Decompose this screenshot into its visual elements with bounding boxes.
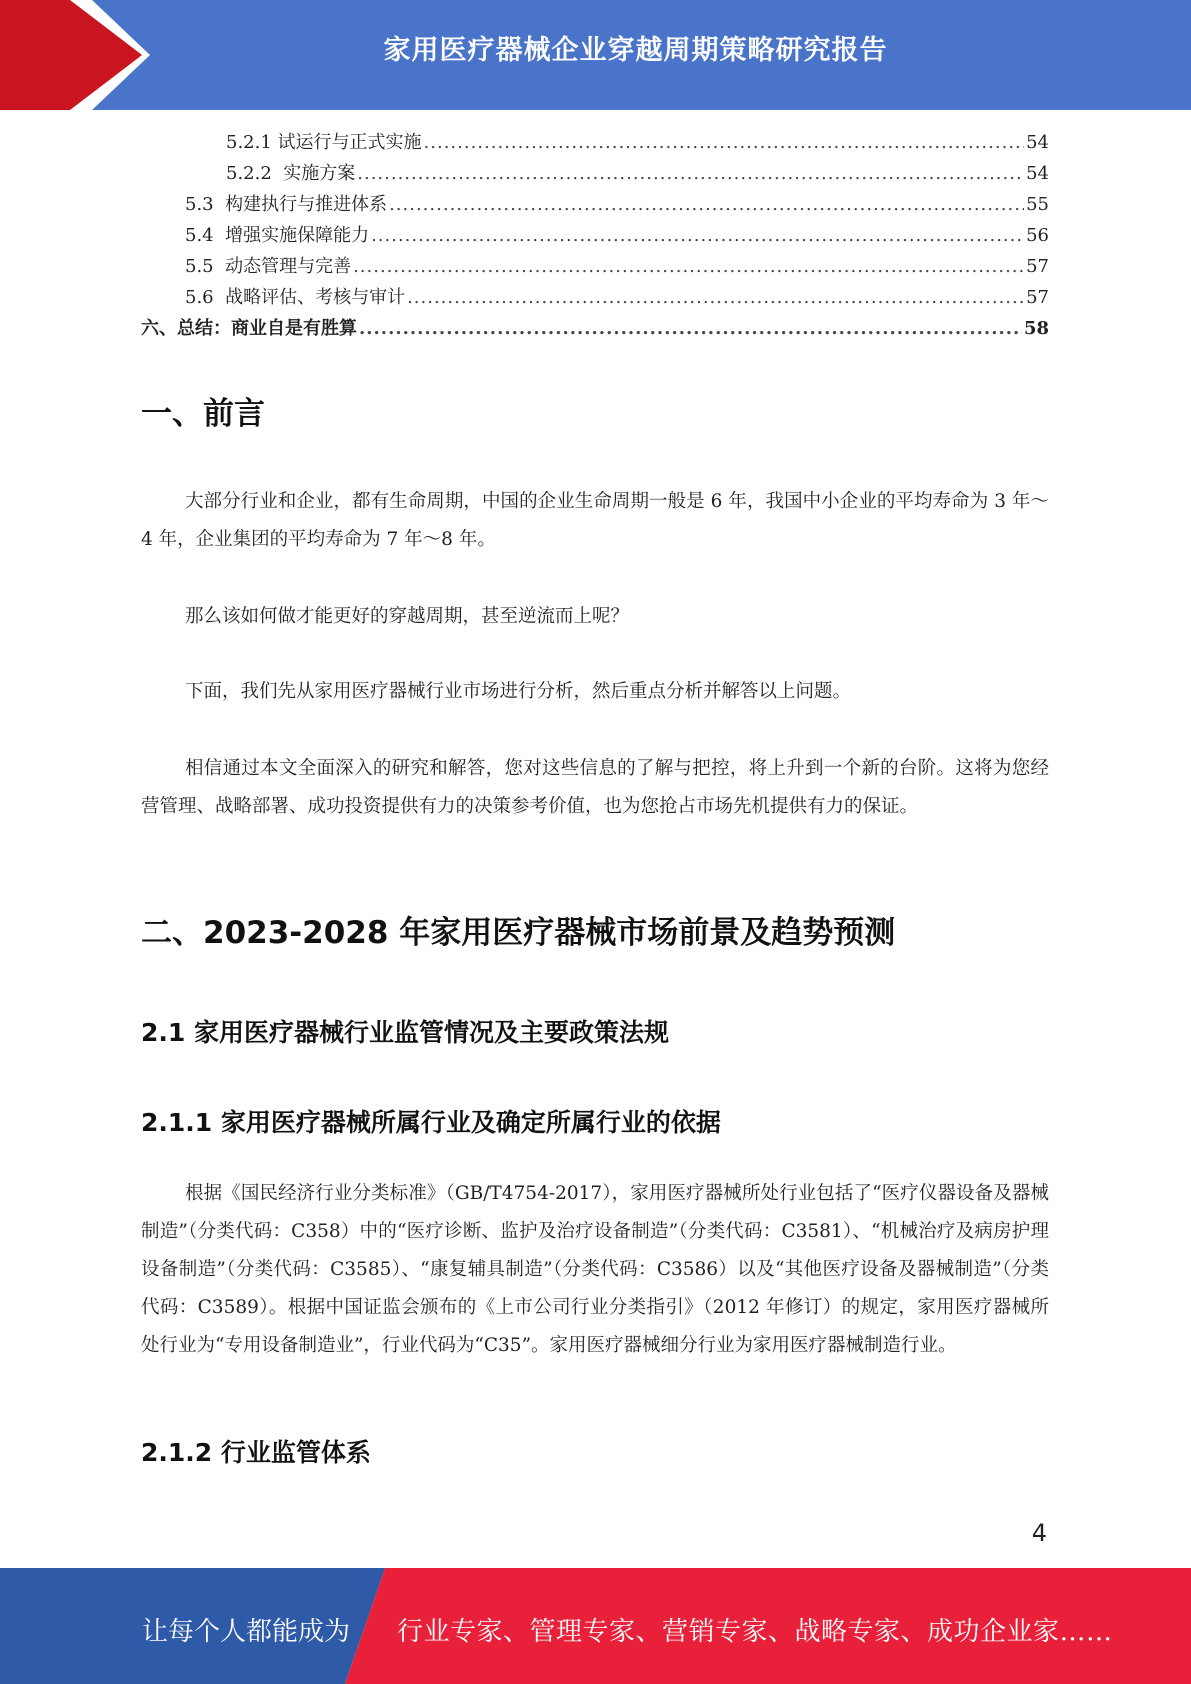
- toc-entry-label: 5.3 构建执行与推进体系: [185, 194, 388, 215]
- toc-entry-label: 六、总结：商业自是有胜算: [141, 318, 357, 339]
- section-2-1-heading: 2.1 家用医疗器械行业监管情况及主要政策法规: [141, 1018, 669, 1047]
- section-2-1-1-paragraph: 根据《国民经济行业分类标准》（GB/T4754-2017），家用医疗器械所处行业包括了“医疗仪器设备及器械制造”（分类代码：C358）中的“医疗诊断、监护及治疗设备制造”（分类代码：C3581）、“机械治疗及病房护理设备制造”（分类代码：C3585）、“康复辅具制造”（分类代码：C3586）以及“其他医疗设备及器械制造”（分类代码：C3589）。根据中国证监会颁布的《上市公司行业分类指引》（2012 年修订）的规定，家用医疗器械所处行业为“专用设备制造业”，行业代码为“C35”。家用医疗器械细分行业为家用医疗器械制造行业。: [141, 1183, 1049, 1356]
- table-of-contents: [141, 128, 1049, 345]
- section-2-1-2-heading: 2.1.2 行业监管体系: [141, 1438, 371, 1467]
- toc-entry-label: 5.2.1 试运行与正式实施: [226, 132, 422, 153]
- toc-entry-page: 57: [1026, 256, 1049, 277]
- preface-heading: 一、前言: [141, 396, 265, 432]
- toc-entry[interactable]: [141, 314, 1049, 345]
- section-2-1-1-heading: 2.1.1 家用医疗器械所属行业及确定所属行业的依据: [141, 1108, 721, 1137]
- toc-entry[interactable]: [141, 128, 1049, 159]
- toc-entry[interactable]: [141, 252, 1049, 283]
- report-title: 家用医疗器械企业穿越周期策略研究报告: [383, 35, 888, 66]
- chapter-2-heading: 二、2023-2028 年家用医疗器械市场前景及趋势预测: [141, 915, 896, 951]
- toc-entry-page: 54: [1026, 163, 1049, 184]
- header-banner: [0, 0, 1191, 110]
- toc-entry[interactable]: [141, 221, 1049, 252]
- toc-entry[interactable]: [141, 190, 1049, 221]
- preface-paragraph: 相信通过本文全面深入的研究和解答，您对这些信息的了解与把控，将上升到一个新的台阶。这将为您经营管理、战略部署、成功投资提供有力的决策参考价值，也为您抢占市场先机提供有力的保证。: [141, 758, 1049, 817]
- toc-entry-label: 5.4 增强实施保障能力: [185, 225, 370, 246]
- toc-entry-label: 5.5 动态管理与完善: [185, 256, 352, 277]
- page-number: 4: [1031, 1519, 1047, 1547]
- toc-entry-page: 55: [1026, 194, 1049, 215]
- toc-entry[interactable]: [141, 159, 1049, 190]
- footer-slogan-left: 让每个人都能成为: [142, 1617, 351, 1647]
- footer-banner: [0, 1568, 1191, 1684]
- preface-paragraph: 下面，我们先从家用医疗器械行业市场进行分析，然后重点分析并解答以上问题。: [185, 681, 852, 702]
- toc-entry-page: 57: [1026, 287, 1049, 308]
- toc-entry-label: 5.6 战略评估、考核与审计: [185, 287, 406, 308]
- toc-entry[interactable]: [141, 283, 1049, 314]
- toc-entry-label: 5.2.2 实施方案: [226, 163, 356, 184]
- preface-paragraph: 那么该如何做才能更好的穿越周期，甚至逆流而上呢？: [185, 606, 630, 627]
- footer-slogan-right: 行业专家、管理专家、营销专家、战略专家、成功企业家……: [397, 1617, 1113, 1647]
- toc-entry-page: 54: [1026, 132, 1049, 153]
- toc-entry-page: 56: [1026, 225, 1049, 246]
- toc-entry-page: 58: [1023, 318, 1049, 339]
- preface-paragraph: 大部分行业和企业，都有生命周期，中国的企业生命周期一般是 6 年，我国中小企业的平均寿命为 3 年～4 年，企业集团的平均寿命为 7 年～8 年。: [141, 491, 1049, 550]
